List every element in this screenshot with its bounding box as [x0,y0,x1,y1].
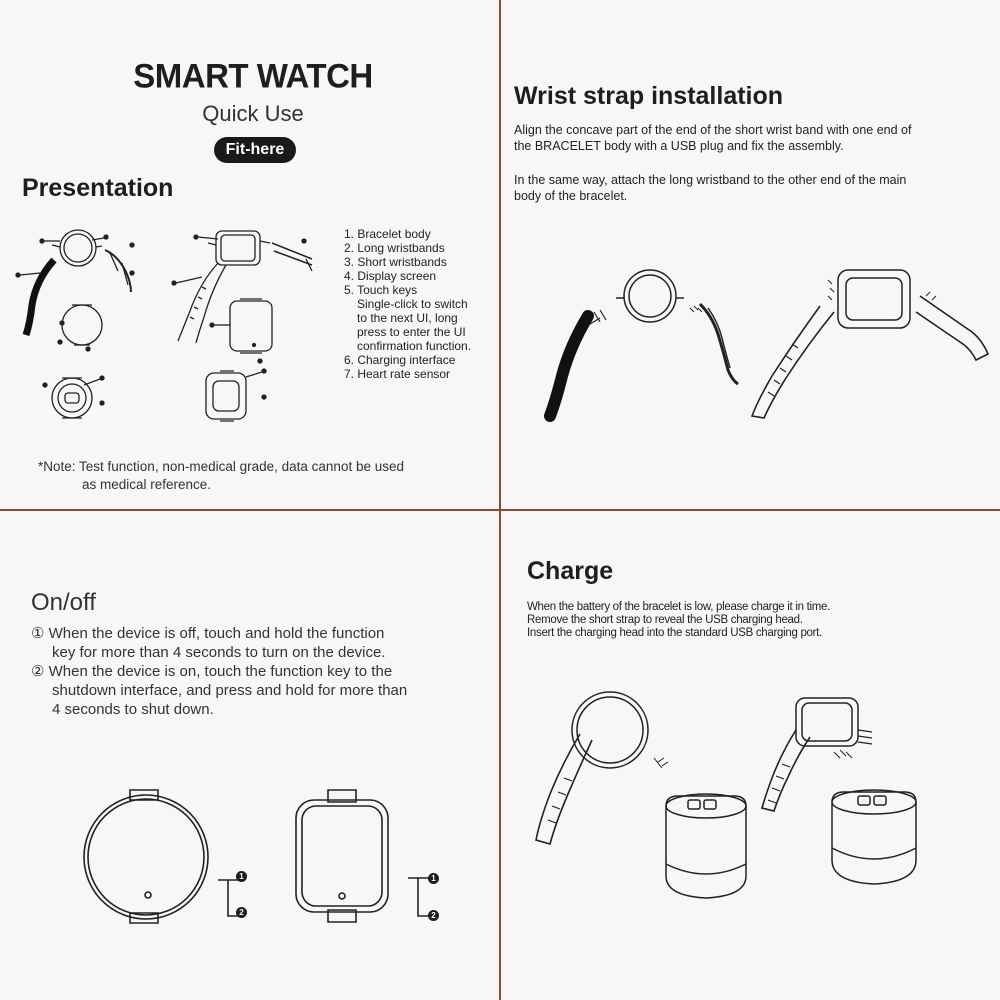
onoff-line: shutdown interface, and press and hold for more than [52,682,408,699]
charge-heading: Charge [527,557,614,585]
square-watch-charging-illustration [760,690,990,900]
parts-item: 6. Charging interface [344,353,456,367]
parts-item: 4. Display screen [344,269,437,283]
parts-item: 1. Bracelet body [344,227,431,241]
callout-2-marker: 2 [236,907,247,918]
wrist-strap-para-1 [514,122,911,154]
note-line: as medical reference. [82,477,212,492]
parts-item: 3. Short wristbands [344,255,447,269]
parts-item: 7. Heart rate sensor [344,367,451,381]
para-line: Align the concave part of the end of the short wrist band with one end of [514,123,912,137]
round-watch-parts-diagram [10,225,160,425]
round-watch-onoff-diagram [88,785,258,925]
wrist-strap-para-2 [514,172,906,204]
parts-item-detail: press to enter the UI [357,325,466,339]
charge-line: When the battery of the bracelet is low, please charge it in time. [527,601,831,613]
onoff-line: ② When the device is on, touch the function key to the [31,663,393,680]
fit-here-badge: Fit-here [214,137,296,163]
presentation-heading: Presentation [22,174,174,202]
horizontal-divider [0,509,1000,511]
para-line: the BRACELET body with a USB plug and fix the assembly. [514,139,844,153]
parts-item-detail: confirmation function. [357,339,472,353]
parts-item: 5. Touch keys [344,283,418,297]
onoff-line: key for more than 4 seconds to turn on the device. [52,644,386,661]
round-watch-charging-illustration [528,688,758,908]
wrist-strap-heading: Wrist strap installation [514,82,784,110]
parts-item: 2. Long wristbands [344,241,445,255]
subtitle: Quick Use [202,101,304,126]
parts-item-detail: Single-click to switch [357,297,468,311]
main-title: SMART WATCH [133,56,373,95]
charge-instructions [527,601,830,640]
para-line: body of the bracelet. [514,189,628,203]
onoff-line: ① When the device is off, touch and hold the function [31,625,385,642]
onoff-heading: On/off [31,589,96,616]
onoff-line: 4 seconds to shut down. [52,701,214,718]
parts-list [344,227,471,381]
charge-line: Remove the short strap to reveal the USB charging head. [527,614,803,626]
parts-item-detail: to the next UI, long [357,311,458,325]
callout-1-marker: 1 [428,873,439,884]
callout-2-marker: 2 [428,910,439,921]
callout-1-marker: 1 [236,871,247,882]
medical-note [38,458,404,494]
round-watch-strap-illustration [530,268,750,418]
note-line: *Note: Test function, non-medical grade, data cannot be used [38,459,404,474]
vertical-divider [499,0,501,1000]
para-line: In the same way, attach the long wristband to the other end of the main [514,173,907,187]
onoff-instructions [31,624,407,719]
square-watch-parts-diagram [168,225,318,425]
square-watch-strap-illustration [748,266,998,426]
square-watch-onoff-diagram [290,788,440,928]
charge-line: Insert the charging head into the standard USB charging port. [527,627,822,639]
